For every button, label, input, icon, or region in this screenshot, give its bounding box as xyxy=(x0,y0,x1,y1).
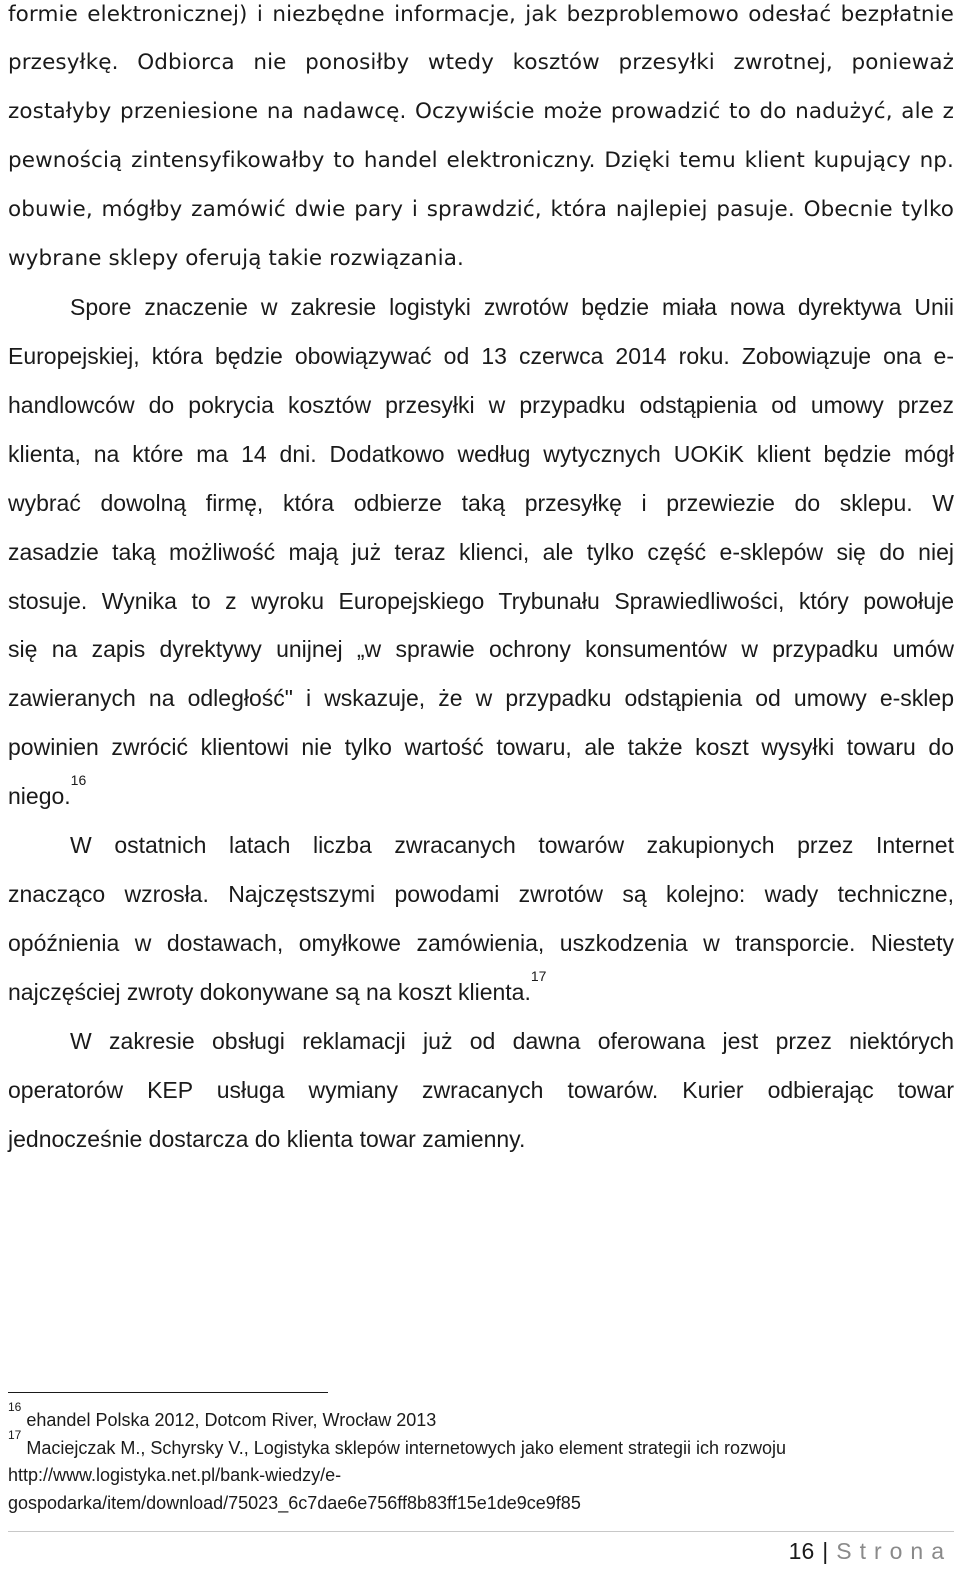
page-number xyxy=(789,1534,952,1568)
footnote-reference[interactable]: 16 xyxy=(70,772,87,789)
page-number-separator: | xyxy=(822,1538,829,1564)
paragraph-line: obuwie, mógłby zamówić dwie pary i sprawdzić, która najlepiej pasuje. Obecnie tylko xyxy=(8,197,954,222)
paragraph-line: zasadzie taką możliwość mają już teraz klienci, ale tylko część e-sklepów się do niej xyxy=(8,539,954,565)
paragraph-line: przesyłkę. Odbiorca nie ponosiłby wtedy kosztów przesyłki zwrotnej, ponieważ xyxy=(8,50,954,75)
footnote-number: 17 xyxy=(8,1428,22,1442)
paragraph-text: niego. xyxy=(8,783,71,809)
paragraph-text: najczęściej zwroty dokonywane są na koszt klienta. xyxy=(8,979,531,1005)
footnote-reference[interactable]: 17 xyxy=(530,968,547,985)
footer-rule xyxy=(8,1531,954,1532)
paragraph-line: operatorów KEP usługa wymiany zwracanych towarów. Kurier odbierając towar xyxy=(8,1077,954,1103)
paragraph-line xyxy=(8,772,954,811)
paragraph-line: handlowców do pokrycia kosztów przesyłki w przypadku odstąpienia od umowy przez xyxy=(8,392,954,418)
footnote-text: ehandel Polska 2012, Dotcom River, Wrocław 2013 xyxy=(26,1410,437,1430)
footnote-link-line[interactable]: http://www.logistyka.net.pl/bank-wiedzy/e- xyxy=(8,1465,342,1485)
paragraph-line: zostałyby przeniesione na nadawcę. Oczywiście może prowadzić to do nadużyć, ale z xyxy=(8,99,954,124)
footnote-number: 16 xyxy=(8,1400,22,1414)
paragraph-line: opóźnienia w dostawach, omyłkowe zamówienia, uszkodzenia w transporcie. Niestety xyxy=(8,930,954,956)
paragraph-line: W zakresie obsługi reklamacji już od dawna oferowana jest przez niektórych xyxy=(70,1028,954,1054)
paragraph-line: pewnością zintensyfikowałby to handel elektroniczny. Dzięki temu klient kupujący np. xyxy=(8,148,954,173)
footnote-separator xyxy=(8,1392,328,1393)
page-word: Strona xyxy=(836,1538,952,1564)
paragraph-line: jednocześnie dostarcza do klienta towar zamienny. xyxy=(8,1126,526,1152)
paragraph-line xyxy=(8,968,954,1007)
page-number-value: 16 xyxy=(788,1538,815,1564)
footnote-17 xyxy=(8,1428,787,1460)
paragraph-line: W ostatnich latach liczba zwracanych towarów zakupionych przez Internet xyxy=(70,832,954,858)
footnote-link-line[interactable]: gospodarka/item/download/75023_6c7dae6e756ff8b83ff15e1de9ce9f85 xyxy=(8,1493,581,1513)
footnote-text: Maciejczak M., Schyrsky V., Logistyka sklepów internetowych jako element strategii ich rozwoju xyxy=(26,1438,787,1458)
footnote-16 xyxy=(8,1400,437,1432)
paragraph-line: klienta, na które ma 14 dni. Dodatkowo według wytycznych UOKiK klient będzie mógł xyxy=(8,441,954,467)
paragraph-line: wybrane sklepy oferują takie rozwiązania. xyxy=(8,246,464,271)
paragraph-line: wybrać dowolną firmę, która odbierze taką przesyłkę i przewiezie do sklepu. W xyxy=(8,490,954,516)
paragraph-line: powinien zwrócić klientowi nie tylko wartość towaru, ale także koszt wysyłki towaru do xyxy=(8,734,954,760)
paragraph-line: stosuje. Wynika to z wyroku Europejskiego Trybunału Sprawiedliwości, który powołuje xyxy=(8,588,954,614)
paragraph-line: się na zapis dyrektywy unijnej „w sprawie ochrony konsumentów w przypadku umów xyxy=(8,636,954,662)
paragraph-line: Europejskiej, która będzie obowiązywać od 13 czerwca 2014 roku. Zobowiązuje ona e- xyxy=(8,343,954,369)
paragraph-line: znacząco wzrosła. Najczęstszymi powodami zwrotów są kolejno: wady techniczne, xyxy=(8,881,954,907)
paragraph-line: formie elektronicznej) i niezbędne informacje, jak bezproblemowo odesłać bezpłatnie xyxy=(8,2,954,27)
paragraph-line: zawieranych na odległość" i wskazuje, że w przypadku odstąpienia od umowy e-sklep xyxy=(8,685,954,711)
paragraph-line: Spore znaczenie w zakresie logistyki zwrotów będzie miała nowa dyrektywa Unii xyxy=(70,294,954,320)
